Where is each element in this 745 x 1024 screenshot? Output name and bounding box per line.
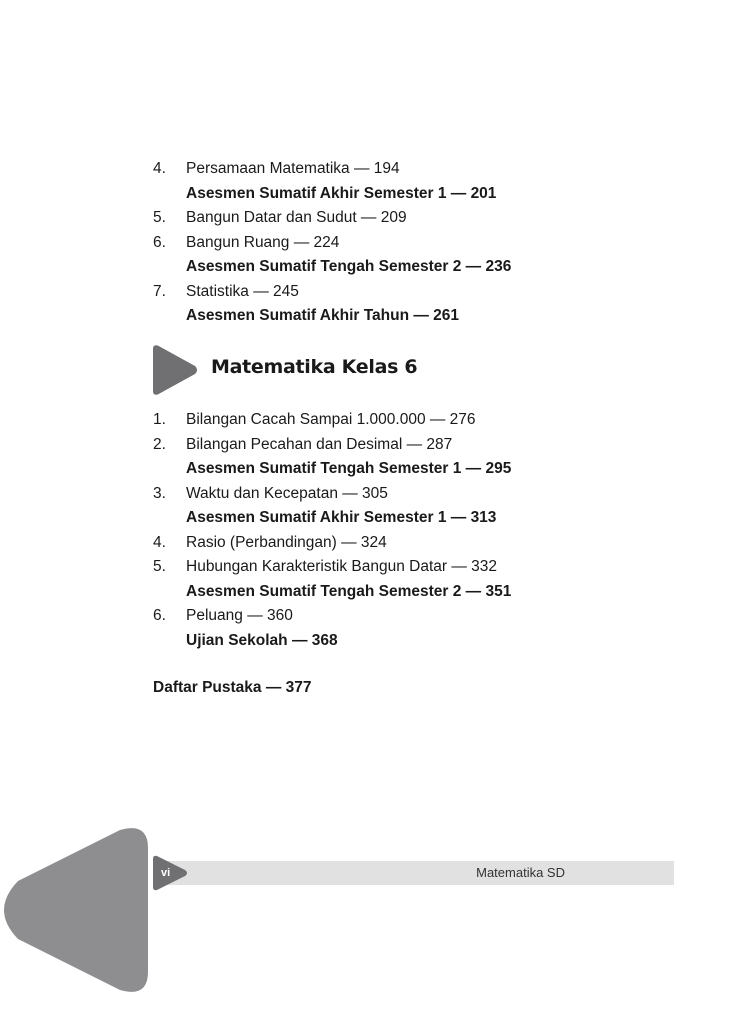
toc-assessment-item xyxy=(153,629,653,654)
page-tab-shape xyxy=(153,855,189,891)
section-header xyxy=(153,344,553,396)
toc-item-text: Bilangan Cacah Sampai 1.000.000 — 276 xyxy=(186,411,476,428)
toc-item-number: 7. xyxy=(153,282,166,300)
toc-item-text: Statistika — 245 xyxy=(186,282,299,300)
toc-item-text: Waktu dan Kecepatan — 305 xyxy=(186,484,388,502)
page-number: vi xyxy=(161,867,171,879)
toc-item-number: 1. xyxy=(153,411,166,428)
footer-book-title: Matematika SD xyxy=(476,865,565,880)
toc-item-text: Asesmen Sumatif Akhir Semester 1 — 201 xyxy=(186,184,497,202)
bibliography-entry: Daftar Pustaka — 377 xyxy=(153,679,312,696)
play-triangle-icon xyxy=(153,344,199,396)
toc-assessment-item xyxy=(153,304,653,329)
toc-chapter-item xyxy=(153,482,653,507)
toc-list-part1 xyxy=(153,157,653,329)
toc-item-number: 5. xyxy=(153,558,166,575)
toc-chapter-item xyxy=(153,206,653,231)
toc-chapter-item xyxy=(153,433,653,458)
toc-item-text: Rasio (Perbandingan) — 324 xyxy=(186,533,387,551)
toc-item-number: 6. xyxy=(153,607,166,624)
toc-item-number: 3. xyxy=(153,484,166,502)
toc-assessment-item xyxy=(153,182,653,207)
toc-assessment-item xyxy=(153,457,653,482)
toc-chapter-item xyxy=(153,555,653,580)
toc-item-number: 4. xyxy=(153,533,166,551)
footer-bar xyxy=(153,861,674,885)
toc-item-text: Asesmen Sumatif Tengah Semester 2 — 351 xyxy=(186,582,512,600)
toc-chapter-item xyxy=(153,408,653,433)
toc-item-text: Asesmen Sumatif Akhir Tahun — 261 xyxy=(186,307,460,324)
toc-item-text: Asesmen Sumatif Akhir Semester 1 — 313 xyxy=(186,509,497,526)
toc-item-number: 5. xyxy=(153,209,166,226)
toc-item-text: Bangun Ruang — 224 xyxy=(186,233,340,251)
toc-chapter-item xyxy=(153,157,653,182)
toc-item-number: 4. xyxy=(153,160,166,177)
toc-item-number: 6. xyxy=(153,233,166,251)
toc-assessment-item xyxy=(153,580,653,605)
toc-item-text: Bangun Datar dan Sudut — 209 xyxy=(186,209,407,226)
page-number-tab xyxy=(153,855,189,891)
toc-chapter-item xyxy=(153,231,653,256)
toc-chapter-item xyxy=(153,531,653,556)
toc-item-text: Persamaan Matematika — 194 xyxy=(186,160,400,177)
toc-list-part2 xyxy=(153,408,653,653)
toc-item-text: Peluang — 360 xyxy=(186,607,293,624)
corner-triangle-decoration xyxy=(0,826,152,994)
toc-item-text: Ujian Sekolah — 368 xyxy=(186,631,338,649)
toc-chapter-item xyxy=(153,280,653,305)
toc-assessment-item xyxy=(153,506,653,531)
toc-assessment-item xyxy=(153,255,653,280)
toc-chapter-item xyxy=(153,604,653,629)
section-title: Matematika Kelas 6 xyxy=(211,356,418,378)
toc-item-text: Bilangan Pecahan dan Desimal — 287 xyxy=(186,435,453,453)
toc-item-text: Asesmen Sumatif Tengah Semester 1 — 295 xyxy=(186,460,512,477)
toc-item-number: 2. xyxy=(153,435,166,453)
toc-item-text: Hubungan Karakteristik Bangun Datar — 332 xyxy=(186,558,498,575)
toc-item-text: Asesmen Sumatif Tengah Semester 2 — 236 xyxy=(186,258,512,275)
